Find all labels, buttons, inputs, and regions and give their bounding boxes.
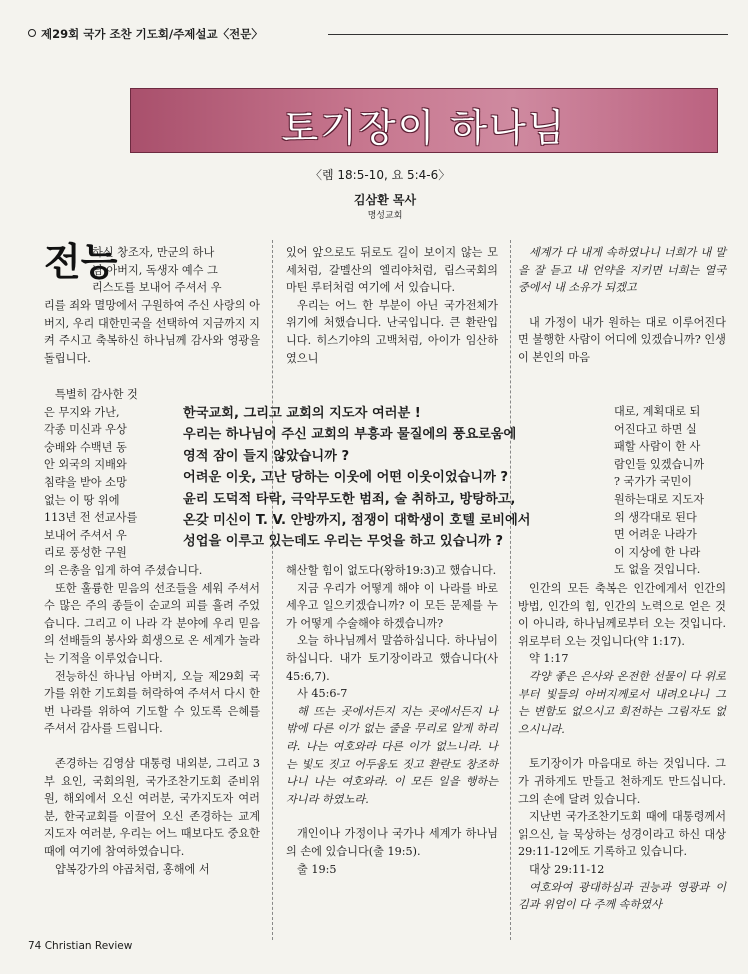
scripture-reference: 〈렘 18:5-10, 요 5:4-6〉	[310, 168, 451, 182]
header-rule	[328, 34, 728, 35]
narrow-line: 원하는대로 지도자	[614, 492, 705, 506]
col1-narrow	[44, 386, 176, 562]
col1-para1	[44, 297, 260, 367]
verse-reference: 약 1:17	[529, 652, 569, 666]
paragraph: 토기장이가 마음대로 하는 것입니다. 그가 귀하게도 만들고 천하게도 만드십니다. 그의 손에 달려 있습니다.	[518, 757, 726, 806]
magazine-name: Christian Review	[44, 940, 133, 952]
col1-body	[44, 562, 260, 878]
verse-text: 해 뜨는 곳에서든지 지는 곳에서든지 나 밖에 다른 이가 없는 줄을 무리로 알게 하리라. 나는 여호와라 다른 이가 없느니라. 나는 빛도 짓고 어두움도 짓고 환란도 창조하나니 나는 여호와라. 이 모든 일을 행하는 자니라 하였노라.	[286, 704, 498, 806]
pull-quote-line: 온갖 미신이 T. V. 안방까지, 점쟁이 대학생이 호텔 로비에서	[183, 513, 531, 529]
author-name: 김삼환 목사	[353, 193, 417, 207]
paragraph: 존경하는 김영삼 대통령 내외분, 그리고 3부 요인, 국회의원, 국가조찬기도회 준비위원, 해외에서 오신 여러분, 국가지도자 여러분, 한국교회를 이끌어 오신 존경하는 교계 지도자 여러분, 우리는 어느 때보다도 중요한 때에 여기에 참여하였습니다.	[44, 756, 260, 858]
column-divider	[272, 240, 273, 940]
narrow-line: 특별히 감사한 것	[55, 388, 138, 401]
verse-reference: 사 45:6-7	[297, 687, 348, 701]
paragraph: 얍복강가의 야곱처럼, 홍해에 서	[55, 862, 210, 876]
paragraph: 의 은총을 입게 하여 주셨습니다.	[44, 564, 203, 577]
verse-reference: 대상 29:11-12	[529, 862, 605, 876]
narrow-line: 각종 미신과 우상	[44, 423, 127, 437]
paragraph: 내 가정이 내가 원하는 대로 이루어진다면 불행한 사람이 어디에 있겠습니까? 인생이 본인의 마음	[518, 315, 726, 364]
narrow-line: 람인들 있겠습니까	[614, 457, 705, 471]
narrow-line: 어진다고 하면 실	[614, 422, 697, 436]
lead-line: 님 아버지, 독생자 예수 그	[92, 263, 218, 277]
paragraph: 인간의 모든 축복은 인간에게서 인간의 방법, 인간의 힘, 인간의 노력으로 얻은 것이 아니라, 하나님께로부터 오는 것입니다. 위로부터 오는 것입니다(약 1:17).	[518, 582, 726, 648]
col3-body	[518, 580, 726, 914]
narrow-line: 은 무지와 가난,	[44, 405, 120, 419]
narrow-line: 안 외국의 지배와	[44, 458, 127, 472]
col2-body	[286, 562, 498, 878]
drop-cap: 전능	[44, 240, 118, 284]
pull-quote-line: 영적 잠이 들지 않았습니까 ?	[183, 448, 350, 464]
narrow-line: 도 없을 것입니다.	[614, 563, 701, 577]
narrow-line: 113년 전 선교사를	[44, 511, 138, 525]
page-number: 74	[28, 940, 42, 952]
paragraph: 오늘 하나님께서 말씀하십니다. 하나님이 하십니다. 내가 토기장이라고 했습니다(사 45:6,7).	[286, 634, 498, 683]
paragraph: 지난번 국가조찬기도회 때에 대통령께서 읽으신, 늘 묵상하는 성경이라고 하신 대상 29:11-12에도 기록하고 있습니다.	[518, 810, 726, 859]
narrow-line: 침략을 받아 소망	[44, 475, 127, 489]
paragraph: 지금 우리가 어떻게 해야 이 나라를 바로 세우고 일으키겠습니까? 이 모든 문제를 누가 어떻게 수술해야 하겠습니까?	[286, 581, 498, 630]
page-footer	[28, 940, 132, 952]
pull-quote-line: 어려운 이웃, 고난 당하는 이웃에 어떤 이웃이었습니까 ?	[183, 470, 509, 486]
verse-text: 여호와여 광대하심과 권능과 영광과 이김과 위엄이 다 주께 속하였사	[518, 880, 726, 912]
narrow-line: 없는 이 땅 위에	[44, 493, 120, 507]
lead-line: 리스도를 보내어 주셔서 우	[92, 281, 222, 295]
verse-text: 세계가 다 내게 속하였나니 너희가 내 말을 잘 듣고 내 언약을 지키면 너희는 열국 중에서 내 소유가 되겠고	[518, 246, 726, 295]
lead-line: 하신 창조자, 만군의 하나	[92, 246, 215, 259]
column-divider	[510, 240, 511, 940]
narrow-line: 이 지상에 한 나라	[614, 545, 701, 559]
narrow-line: 대로, 계획대로 되	[614, 405, 701, 418]
col3-top	[518, 244, 726, 367]
section-header	[28, 26, 728, 44]
col2-top	[286, 244, 498, 367]
paragraph: 있어 앞으로도 뒤로도 길이 보이지 않는 모세처럼, 갈멜산의 엘리야처럼, 림스국회의 마틴 루터처럼 여기에 서 있습니다.	[286, 246, 498, 295]
verse-reference: 출 19:5	[297, 862, 337, 876]
verse-text: 각양 좋은 은사와 온전한 선물이 다 위로부터 빛들의 아버지께로서 내려오나니 그는 변함도 없으시고 회전하는 그림자도 없으시니라.	[518, 669, 726, 736]
paragraph: 해산할 힘이 없도다(왕하19:3)고 했습니다.	[286, 564, 497, 577]
narrow-line: 보내어 주셔서 우	[44, 528, 127, 542]
narrow-line: 리로 풍성한 구원	[44, 546, 127, 560]
paragraph: 우리는 어느 한 부분이 아닌 국가전체가 위기에 처했습니다. 난국입니다. 큰 환란입니다. 히스기야의 고백처럼, 아이가 임산하였으니	[286, 298, 498, 365]
pull-quote-line: 윤리 도덕적 타락, 극악무도한 범죄, 술 취하고, 방탕하고,	[183, 491, 516, 507]
pull-quote-line: 한국교회, 그리고 교회의 지도자 여러분 !	[183, 406, 421, 421]
narrow-line: 의 생각대로 된다	[614, 510, 697, 524]
pull-quote-line: 우리는 하나님이 주신 교회의 부흥과 물질에의 풍요로움에	[183, 427, 517, 443]
article-title: 토기장이 하나님	[281, 106, 567, 150]
narrow-line: ? 국가가 국민이	[614, 475, 692, 489]
section-label: 제29회 국가 조찬 기도회/주제설교〈전문〉	[41, 27, 263, 41]
narrow-line: 숭배와 수백년 동	[44, 440, 127, 454]
bullet-icon	[28, 29, 36, 37]
col3-narrow	[614, 403, 726, 579]
title-banner	[130, 88, 718, 153]
col1-lead	[92, 244, 260, 297]
author-church: 명성교회	[367, 211, 403, 221]
paragraph: 개인이나 가정이나 국가나 세계가 하나님의 손에 있습니다(출 19:5).	[286, 827, 498, 858]
paragraph: 리를 죄와 멸망에서 구원하여 주신 사랑의 아버지, 우리 대한민국을 선택하여 지금까지 지켜 주시고 축복하신 하나님께 감사와 영광을 돌립니다.	[44, 299, 260, 365]
narrow-line: 면 어려운 나라가	[614, 528, 697, 542]
pull-quote-line: 성업을 이루고 있는데도 우리는 무엇을 하고 있습니까 ?	[183, 534, 504, 550]
narrow-line: 패할 사람이 한 사	[614, 440, 701, 454]
pull-quote	[183, 403, 623, 553]
paragraph: 또한 훌륭한 믿음의 선조들을 세워 주셔서 수 많은 주의 종들이 순교의 피를 흘려 주었습니다. 그리고 이 나라 각 분야에 우리 믿음의 선배들의 봉사와 희생으로 온 세계가 놀라는 기적을 이루었습니다.	[44, 581, 260, 665]
paragraph: 전능하신 하나님 아버지, 오늘 제29회 국가를 위한 기도회를 허락하여 주셔서 다시 한 번 나라를 위하여 기도할 수 있도록 은혜를 주셔서 감사를 드립니다.	[44, 669, 260, 736]
